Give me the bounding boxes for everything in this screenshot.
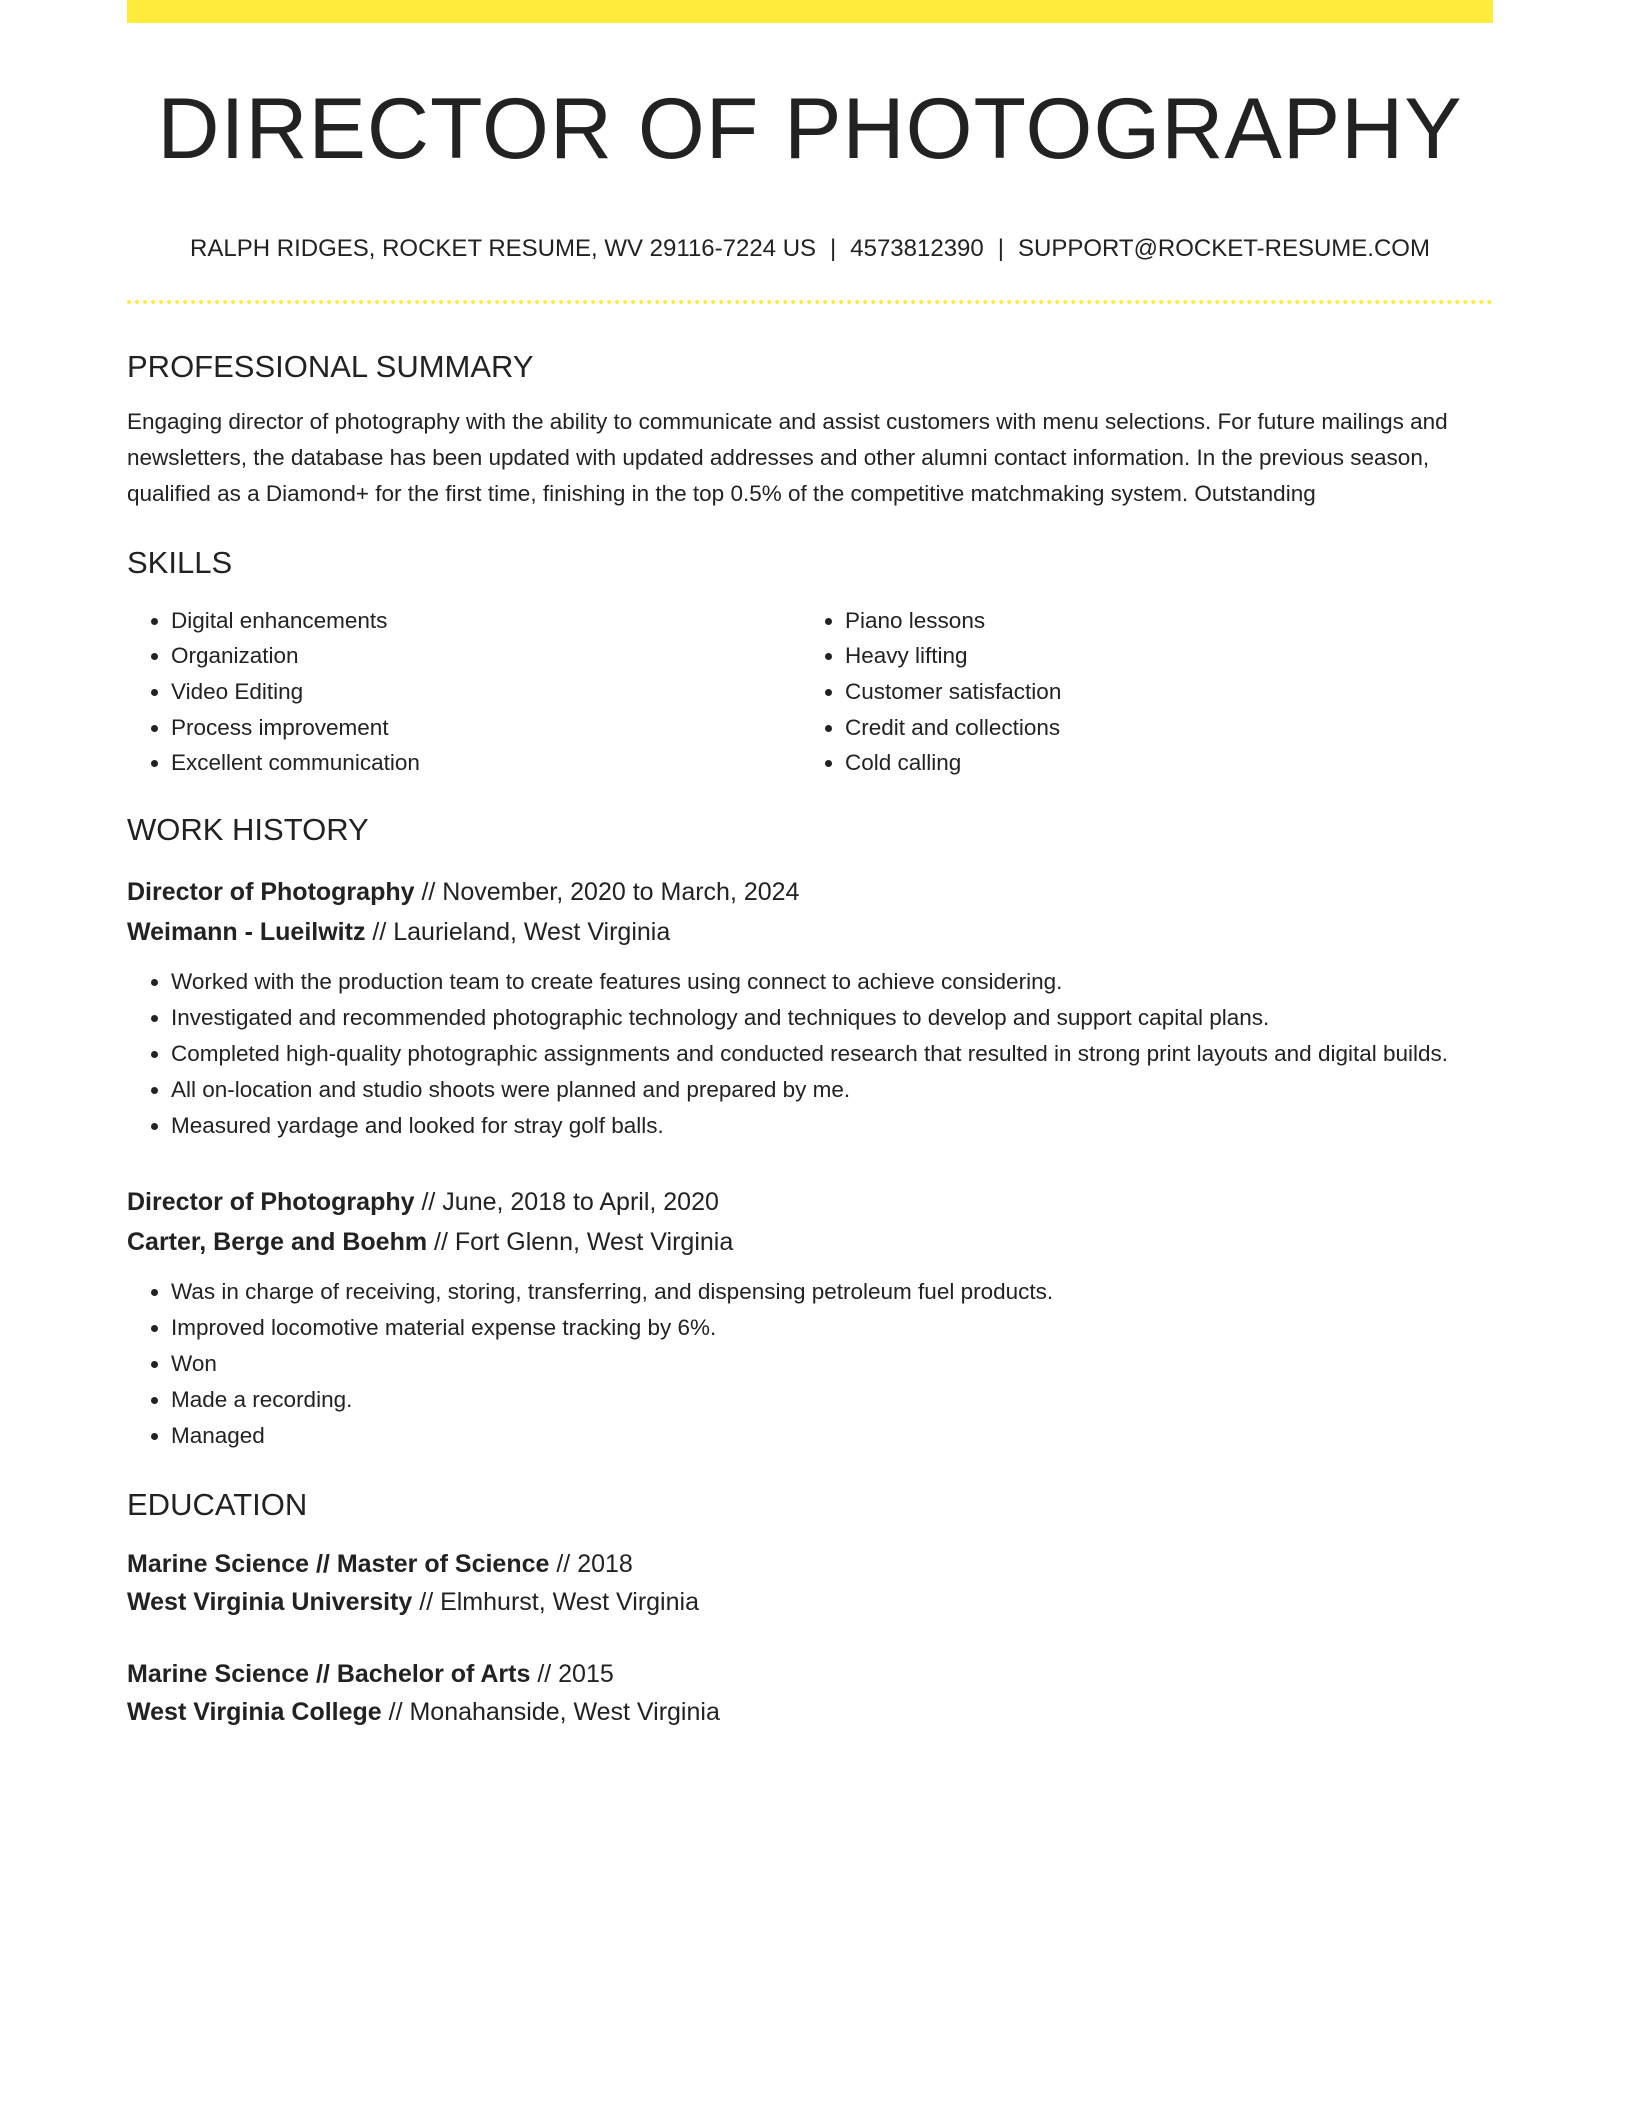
contact-phone: 4573812390 [850, 234, 984, 262]
skill-item: • Cold calling [845, 745, 1475, 781]
skill-item: • Customer satisfaction [845, 674, 1475, 710]
job-bullet: • Managed [171, 1418, 1493, 1454]
job-bullet: • Investigated and recommended photographic technology and techniques to develop and support capital plans. [171, 1000, 1493, 1036]
job-dates: // November, 2020 to March, 2024 [414, 877, 800, 906]
skill-item: • Organization [171, 638, 801, 674]
skill-item: • Credit and collections [845, 710, 1475, 746]
skill-item: • Digital enhancements [171, 603, 801, 639]
dotted-divider [127, 300, 1493, 304]
job-bullet: • Measured yardage and looked for stray golf balls. [171, 1108, 1493, 1144]
resume-page [127, 0, 1493, 1731]
job-dates: // June, 2018 to April, 2020 [414, 1187, 719, 1216]
job-entry [127, 872, 1493, 1144]
skill-item: • Process improvement [171, 710, 801, 746]
education-year: // 2018 [549, 1550, 633, 1579]
skill-item: • Excellent communication [171, 745, 801, 781]
job-title: Director of Photography [127, 1187, 415, 1216]
page-title: DIRECTOR OF PHOTOGRAPHY [157, 81, 1463, 177]
education-school: West Virginia College [127, 1698, 382, 1727]
education-location: // Elmhurst, West Virginia [412, 1588, 699, 1617]
job-bullet: • Completed high-quality photographic assignments and conducted research that resulted in strong print layouts and digital builds. [171, 1036, 1493, 1072]
job-bullet: • Improved locomotive material expense tracking by 6%. [171, 1310, 1493, 1346]
accent-top-bar [127, 0, 1493, 23]
job-bullet: • Was in charge of receiving, storing, transferring, and dispensing petroleum fuel products. [171, 1274, 1493, 1310]
job-location: // Laurieland, West Virginia [365, 917, 671, 946]
skill-item: • Piano lessons [845, 603, 1475, 639]
summary-text: Engaging director of photography with the ability to communicate and assist customers with menu selections. For future mailings and newsletters, the database has been updated with updated addresses and other alumni contact information. In the previous season, qualified as a Diamond+ for the first time, finishing in the top 0.5% of the competitive matchmaking system. Outstanding [127, 408, 1448, 506]
education-entry [127, 1545, 1493, 1621]
job-bullet: • Won [171, 1346, 1493, 1382]
job-location: // Fort Glenn, West Virginia [427, 1227, 734, 1256]
work-history-heading: WORK HISTORY [127, 811, 369, 847]
contact-email: SUPPORT@ROCKET-RESUME.COM [1017, 234, 1430, 262]
job-bullets [127, 964, 1493, 1144]
skills-list-right [801, 603, 1475, 781]
job-bullet: • All on-location and studio shoots were planned and prepared by me. [171, 1072, 1493, 1108]
job-title-line [127, 1182, 1493, 1222]
job-company: Weimann - Lueilwitz [127, 917, 366, 946]
job-company: Carter, Berge and Boehm [127, 1227, 428, 1256]
job-title-line [127, 872, 1493, 912]
skill-item: • Heavy lifting [845, 638, 1475, 674]
job-bullets [127, 1274, 1493, 1454]
education-degree-line [127, 1655, 1493, 1693]
contact-line [127, 235, 1493, 264]
job-company-line [127, 1222, 1493, 1262]
education-school: West Virginia University [127, 1588, 413, 1617]
education-school-line [127, 1693, 1493, 1731]
education-heading: EDUCATION [127, 1486, 308, 1522]
education-degree-line [127, 1545, 1493, 1583]
education-school-line [127, 1583, 1493, 1621]
job-title: Director of Photography [127, 877, 415, 906]
skills-columns [127, 603, 1493, 781]
job-bullet: • Worked with the production team to create features using connect to achieve considering. [171, 964, 1493, 1000]
skills-list-left [127, 603, 801, 781]
contact-address: RALPH RIDGES, ROCKET RESUME, WV 29116-7224 US [190, 234, 817, 262]
job-company-line [127, 912, 1493, 952]
education-degree: Marine Science // Master of Science [127, 1550, 550, 1579]
skills-heading: SKILLS [127, 544, 233, 580]
summary-heading: PROFESSIONAL SUMMARY [127, 349, 534, 385]
skill-item: • Video Editing [171, 674, 801, 710]
contact-separator: | [997, 234, 1004, 262]
education-entry [127, 1655, 1493, 1731]
education-degree: Marine Science // Bachelor of Arts [127, 1660, 531, 1689]
job-entry [127, 1182, 1493, 1454]
education-year: // 2015 [530, 1660, 614, 1689]
education-location: // Monahanside, West Virginia [381, 1698, 720, 1727]
job-bullet: • Made a recording. [171, 1382, 1493, 1418]
contact-separator: | [830, 234, 837, 262]
